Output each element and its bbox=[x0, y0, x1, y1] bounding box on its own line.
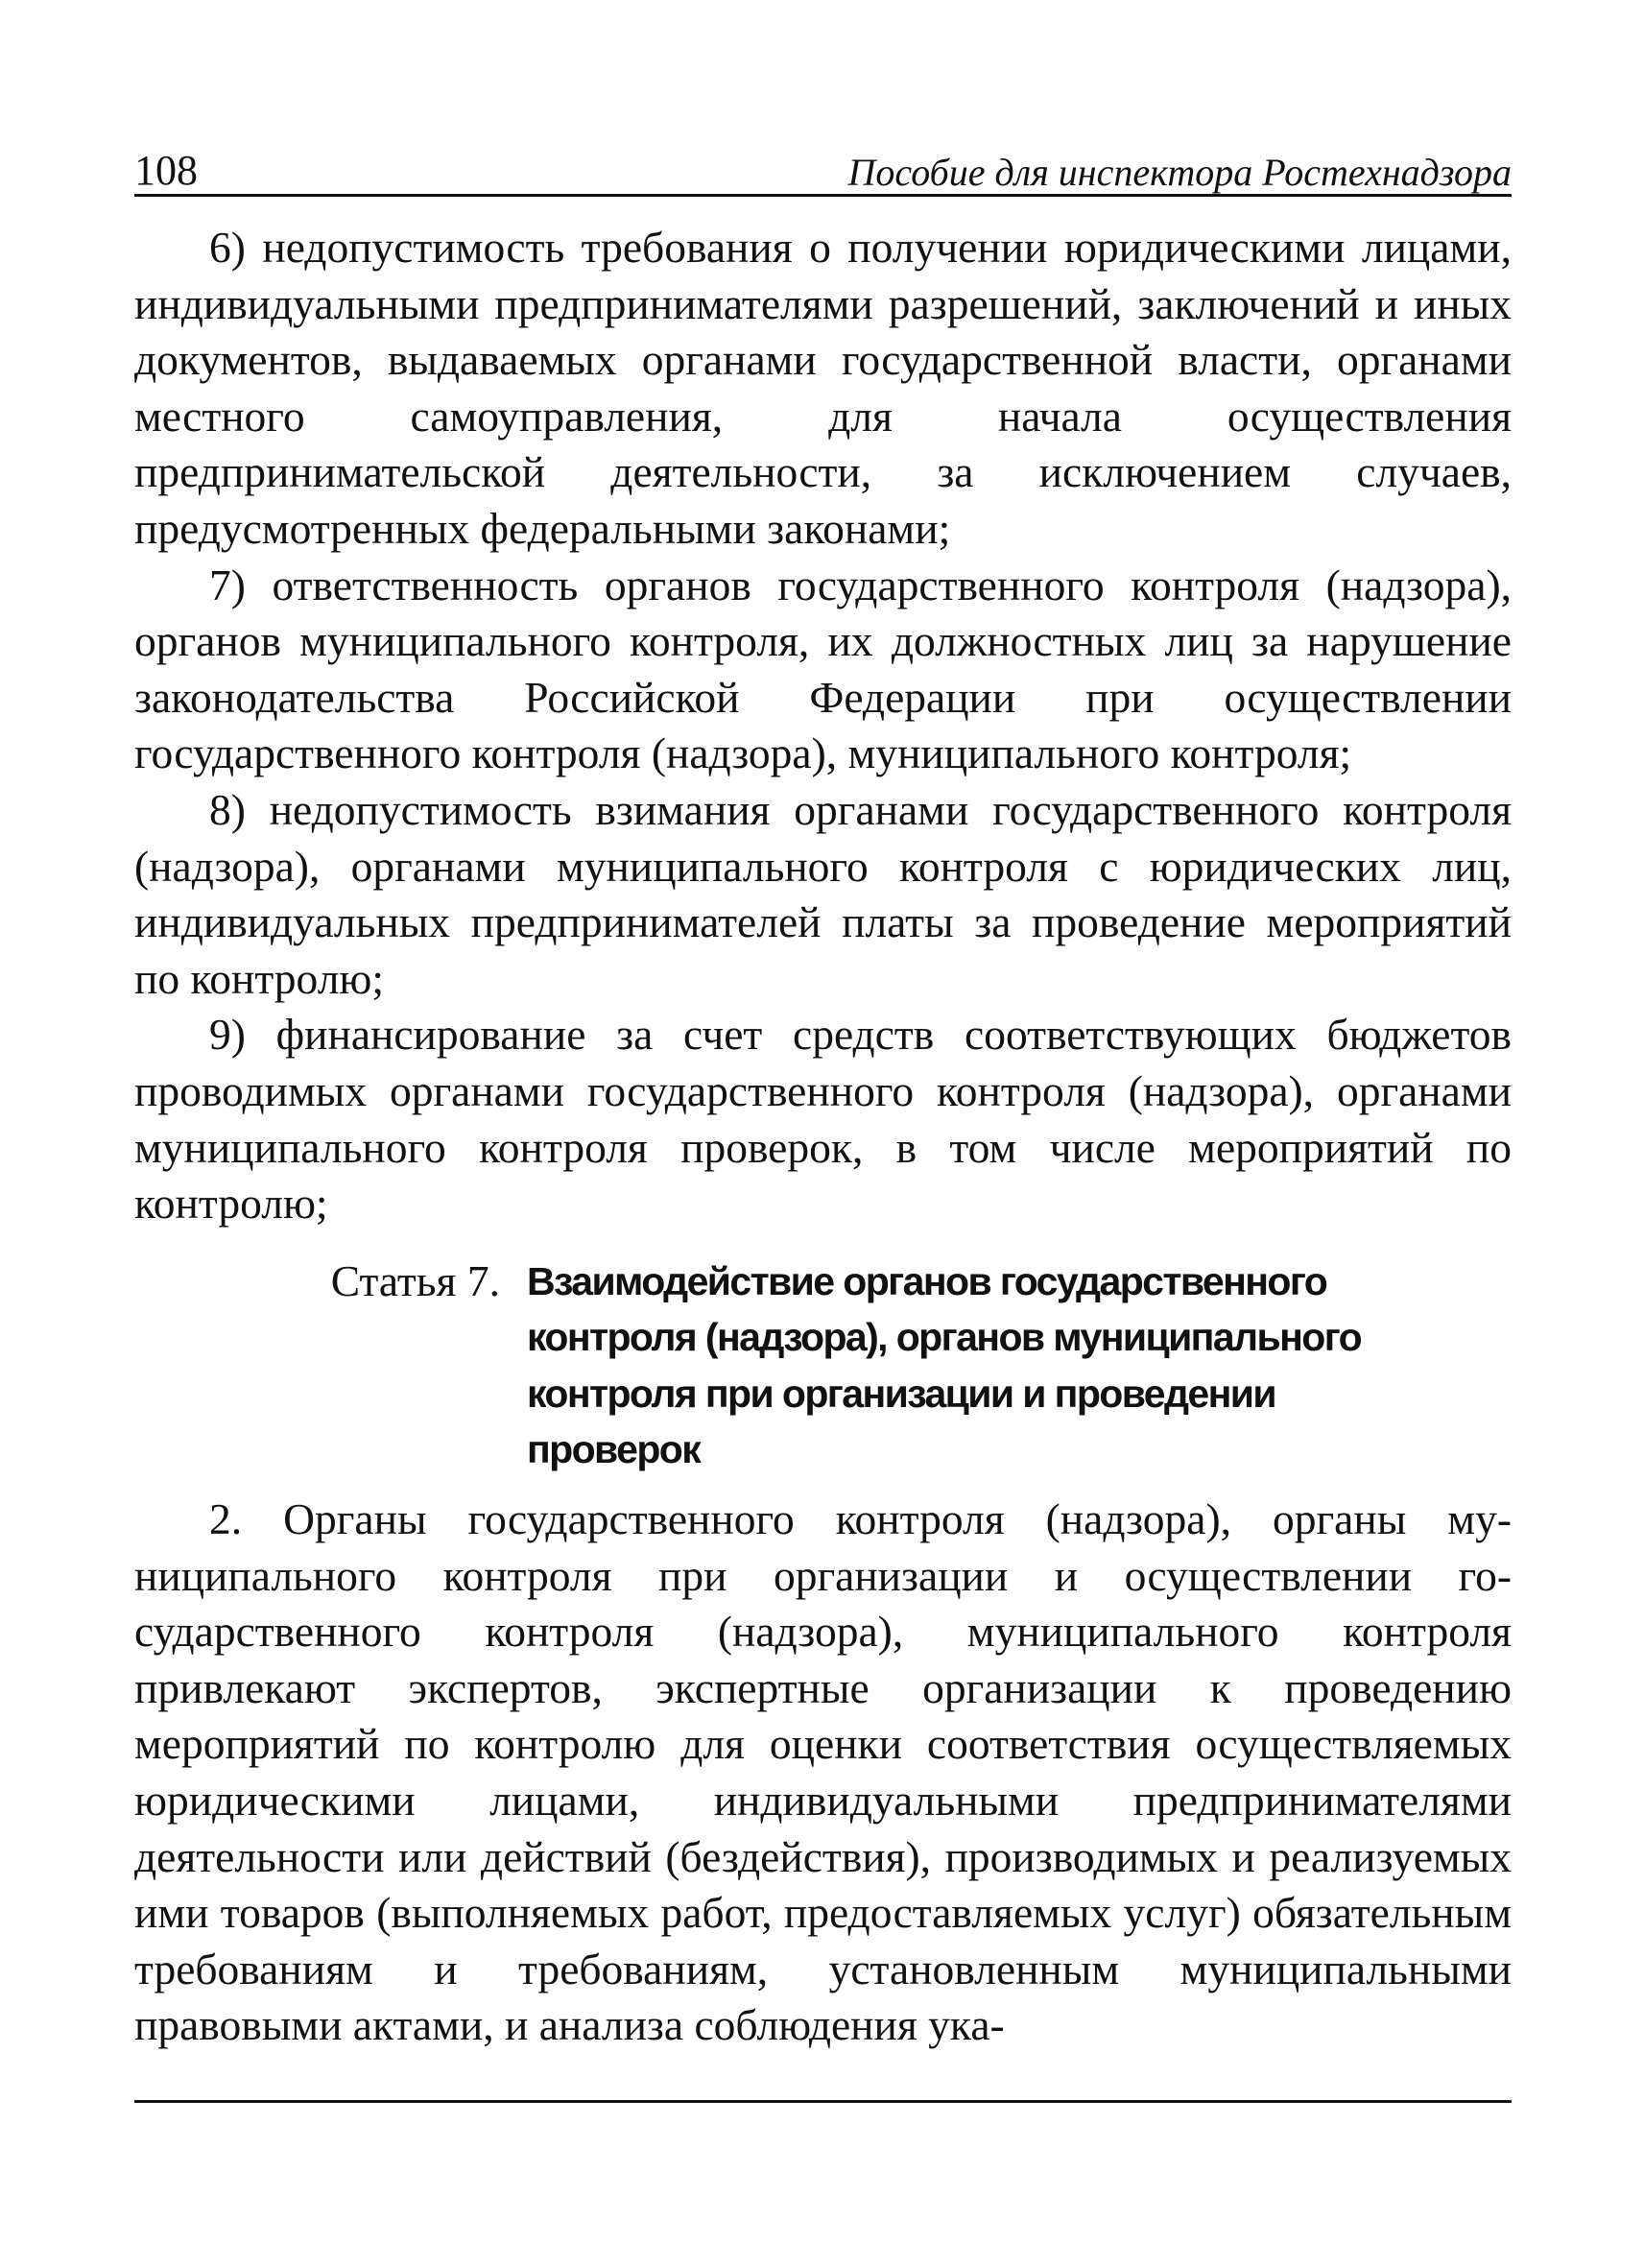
list-item-7: 7) ответственность органов государственного контроля (надзора), органов муниципального контроля, их должностных лиц за нарушение законодательства Российской Федерации при осуществлении государственного контроля (надзора), муниципального контроля; bbox=[134, 560, 1512, 778]
article-paragraph-2: 2. Органы государственного контроля (надзора), органы муниципального контроля при организации и осуществлении государственного контроля (надзора), муниципального контроля привлекают экспертов, экспертные организации к проведению мероприятий по контролю для оценки соответствия осуществляемых юридическими лицами, индивидуальными предпринимателями деятельности или действий (бездействия), производимых и реализуемых ими товаров (выполняемых работ, предоставляемых услуг) обязательным требованиям и требованиям, установленным муниципальными правовыми актами, и анализа соблюдения ука- bbox=[134, 1494, 1512, 2050]
list-item-6: 6) недопустимость требования о получении юридическими лицами, индивидуальными предпринимателями разрешений, заключений и иных документов, выдаваемых органами государственной власти, органами местного самоуправления, для начала осуществления предпринимательской деятельности, за исключением случаев, предусмотренных федеральными законами; bbox=[134, 223, 1512, 553]
page-number: 108 bbox=[134, 147, 198, 194]
article-heading bbox=[134, 1253, 1512, 1478]
list-item-8: 8) недопустимость взимания органами государственного контроля (надзора), органами муниципального контроля с юридических лиц, индивидуальных предпринимателей платы за проведение мероприятий по контролю; bbox=[134, 784, 1512, 1003]
list-item-9: 9) финансирование за счет средств соответствующих бюджетов проводимых органами государственного контроля (надзора), органами муниципального контроля проверок, в том числе мероприятий по контролю; bbox=[134, 1010, 1512, 1229]
running-header bbox=[134, 144, 1512, 197]
running-header-title: Пособие для инспектора Ростехнадзора bbox=[847, 151, 1512, 194]
article-title: Взаимодействие органов государственного контроля (надзора), органов муниципального контроля при организации и проведении проверок bbox=[527, 1258, 1362, 1472]
book-page bbox=[134, 144, 1512, 2054]
footer-rule bbox=[134, 2100, 1512, 2103]
article-label: Статья 7. bbox=[330, 1255, 500, 1305]
body-text bbox=[134, 220, 1512, 2054]
